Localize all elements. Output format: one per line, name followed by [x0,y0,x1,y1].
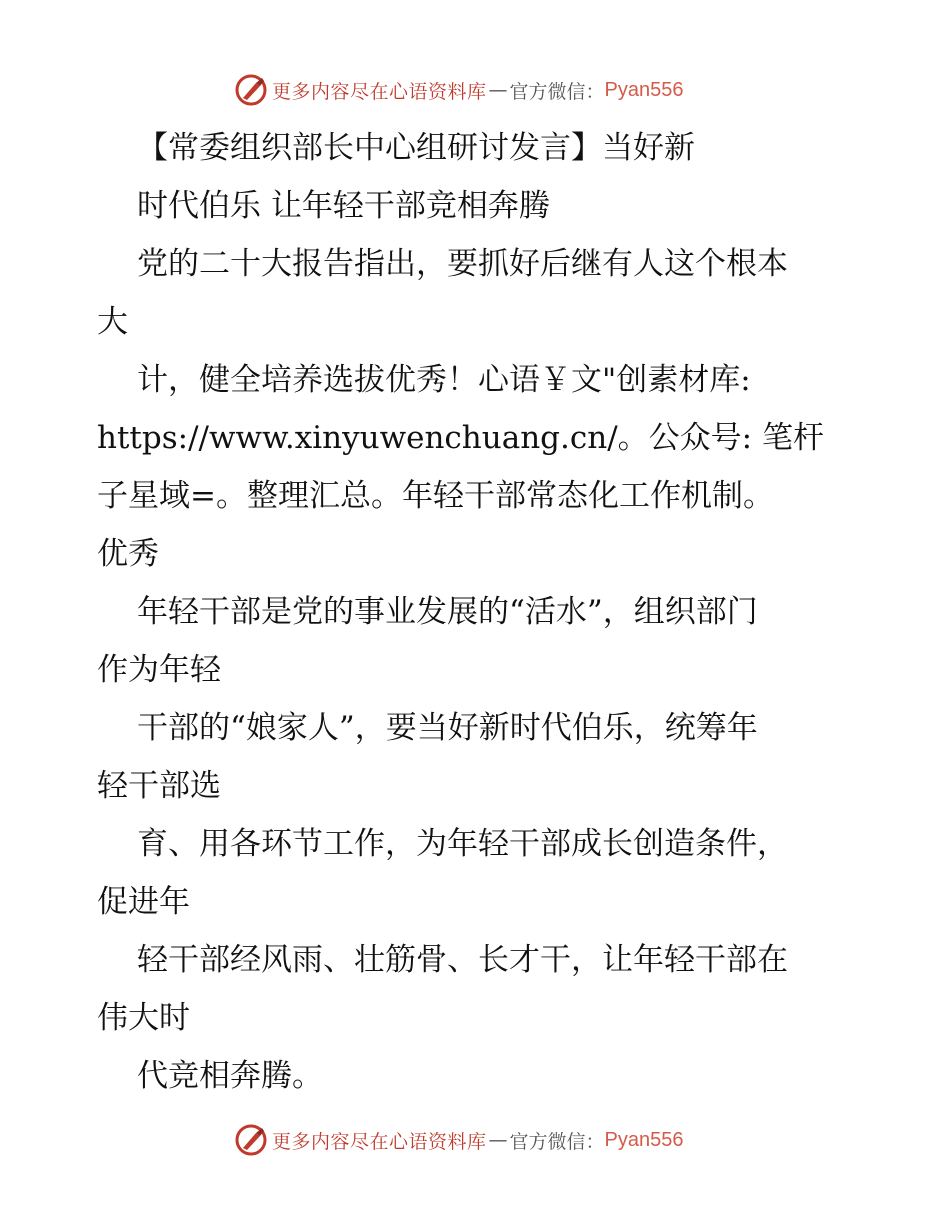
paragraph-line: 大 [97,304,128,340]
quill-pen-logo-icon [234,73,268,107]
paragraph-line: 作为年轻 [97,652,221,688]
paragraph-line: 轻干部经风雨、壮筋骨、长才干，让年轻干部在 [137,942,788,978]
banner-wechat-label: 官方微信： [509,1130,605,1153]
banner-promo-text: 更多内容尽在心语资料库 [272,1130,487,1153]
banner-dash: — [488,1129,508,1151]
paragraph-line: 轻干部选 [97,768,221,804]
paragraph-line: 育、用各环节工作，为年轻干部成长创造条件， [137,826,788,862]
quill-pen-logo-icon [234,1123,268,1157]
banner-wechat-account: Pyan556 [604,1128,684,1151]
banner-wechat-label: 官方微信： [509,80,605,103]
paragraph-line: 干部的“娘家人”，要当好新时代伯乐，统筹年 [137,710,758,746]
banner-dash: — [488,79,508,101]
footer-banner [234,1120,684,1160]
paragraph-line: 计，健全培养选拔优秀！心语￥文"创素材库: [137,362,751,398]
paragraph-line: 伟大时 [97,1000,190,1036]
title-line-2: 时代伯乐 让年轻干部竞相奔腾 [137,188,550,224]
banner-promo-text: 更多内容尽在心语资料库 [272,80,487,103]
header-banner [234,70,684,110]
banner-wechat-account: Pyan556 [604,78,684,101]
title-line-1: 【常委组织部长中心组研讨发言】当好新 [137,130,695,166]
paragraph-line: 年轻干部是党的事业发展的“活水”，组织部门 [137,594,758,630]
paragraph-line: 子星域=。整理汇总。年轻干部常态化工作机制。 [97,478,774,514]
paragraph-line: 代竞相奔腾。 [137,1058,323,1094]
paragraph-line: 优秀 [97,536,159,572]
paragraph-line: 党的二十大报告指出，要抓好后继有人这个根本 [137,246,788,282]
paragraph-line: 促进年 [97,884,190,920]
paragraph-line-url: https://www.xinyuwenchuang.cn/。公众号: 笔杆 [97,420,824,456]
